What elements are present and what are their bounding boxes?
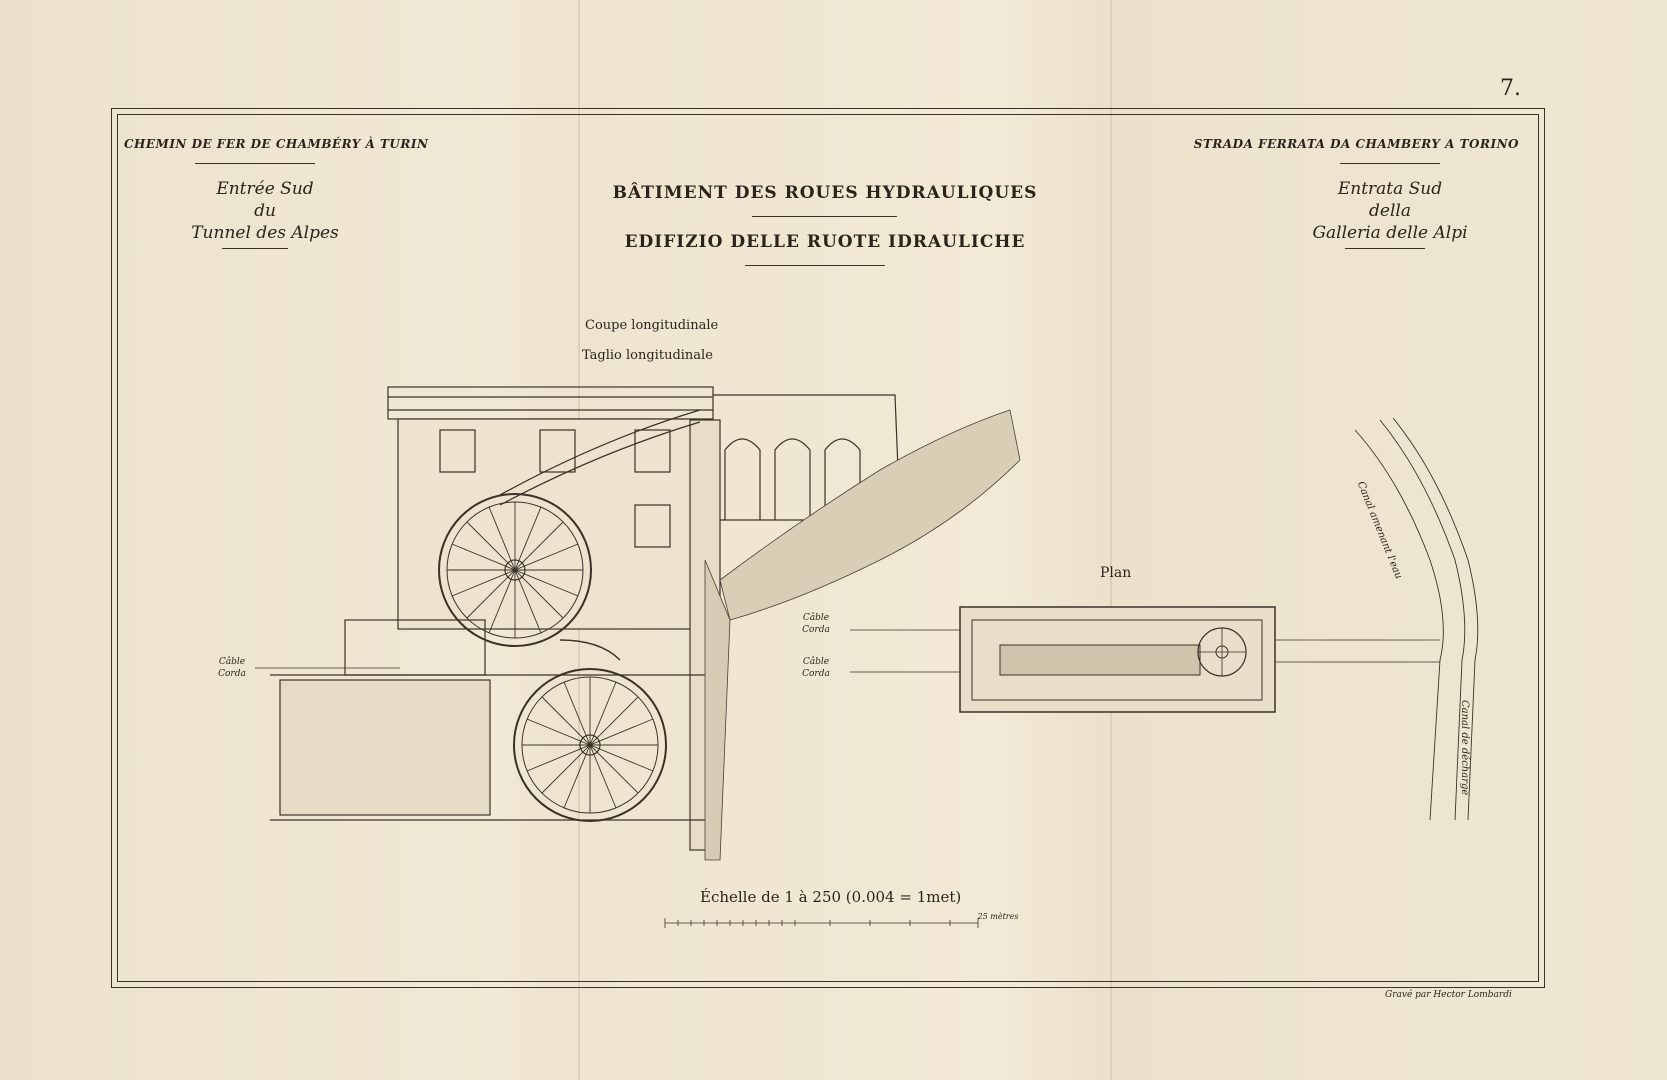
header-left: CHEMIN DE FER DE CHAMBÉRY À TURIN [124, 137, 429, 151]
chute [560, 640, 620, 660]
location-left-line1: Entrée Sud [216, 179, 314, 199]
section-label-italian: Taglio longitudinale [582, 348, 713, 363]
water-wheel-lower [514, 669, 666, 821]
location-right-line1: Entrata Sud [1337, 179, 1443, 199]
engraver-credit: Gravé par Hector Lombardi [1385, 990, 1512, 1000]
title-french: BÂTIMENT DES ROUES HYDRAULIQUES [612, 183, 1038, 203]
roof [388, 387, 713, 419]
plan-drawing [850, 607, 1440, 712]
title-italian: EDIFIZIO DELLE RUOTE IDRAULICHE [624, 232, 1026, 252]
hillside [720, 410, 1020, 620]
location-left-line2: du [254, 201, 276, 221]
cable-label-plan-lower: Câble Corda [802, 657, 830, 679]
water-wheel-upper [439, 494, 591, 646]
plate-number: 7. [1500, 76, 1521, 101]
section-building [270, 387, 900, 850]
location-right-line2: della [1369, 201, 1411, 221]
cable-label-plan-upper: Câble Corda [802, 613, 830, 635]
canal-discharge-label: Canal de décharge [1459, 700, 1470, 796]
scale-right-label: 25 mètres [977, 912, 1019, 921]
location-right-line3: Galleria delle Alpi [1312, 223, 1468, 243]
building-wall [398, 419, 698, 629]
header-right: STRADA FERRATA DA CHAMBERY A TORINO [1193, 137, 1519, 151]
canal-inlet-label: Canal amenant l'eau [1354, 480, 1404, 581]
plan-wheel-shaft [1000, 645, 1200, 675]
scale-title: Échelle de 1 à 250 (0.004 = 1met) [700, 888, 962, 906]
scale-bar [665, 918, 978, 928]
canals [1355, 418, 1478, 820]
plan-label: Plan [1100, 565, 1132, 581]
cable-label-section: Câble Corda [218, 657, 246, 679]
section-label-french: Coupe longitudinale [585, 318, 719, 333]
location-left-line3: Tunnel des Alpes [191, 223, 339, 243]
foundation [280, 680, 490, 815]
